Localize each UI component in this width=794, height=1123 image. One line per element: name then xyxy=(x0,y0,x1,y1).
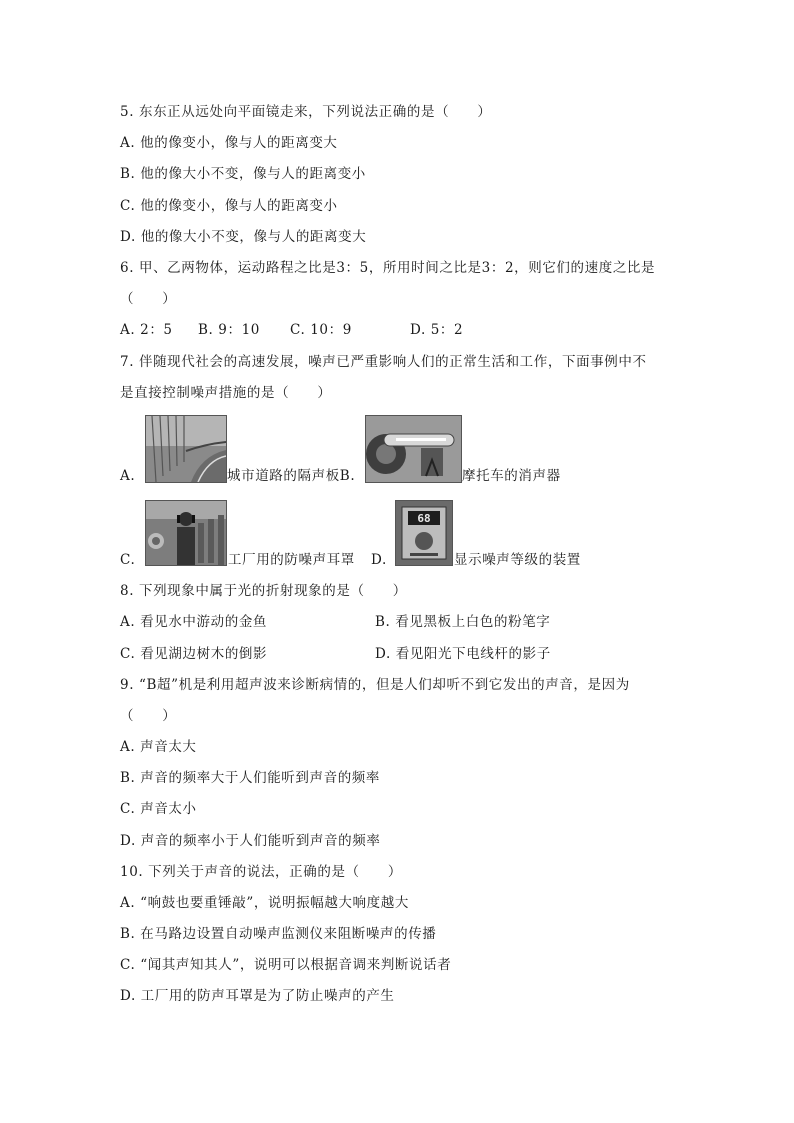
road-sound-barrier-photo xyxy=(145,415,227,483)
q10-option-c: C. “闻其声知其人”，说明可以根据音调来判断说话者 xyxy=(120,957,452,973)
q7-option-c-letter: C. xyxy=(120,552,136,568)
q8-option-a: A. 看见水中游动的金鱼 xyxy=(120,614,268,630)
q9-stem: 9. “B超”机是利用超声波来诊断病情的，但是人们却听不到它发出的声音，是因为 xyxy=(120,677,630,693)
q5-option-b: B. 他的像大小不变，像与人的距离变小 xyxy=(120,166,366,182)
q10-option-b: B. 在马路边设置自动噪声监测仪来阻断噪声的传播 xyxy=(120,926,437,942)
noise-display-value: 68 xyxy=(417,512,431,525)
q8-option-d: D. 看见阳光下电线杆的影子 xyxy=(375,646,551,662)
q10-option-a: A. “响鼓也要重锤敲”，说明振幅越大响度越大 xyxy=(120,895,409,911)
q6-options xyxy=(120,321,463,339)
q7-option-d-caption: 显示噪声等级的装置 xyxy=(454,552,581,568)
q9-option-d: D. 声音的频率小于人们能听到声音的频率 xyxy=(120,833,381,849)
q6-option-d: D. 5：2 xyxy=(410,322,464,338)
q10-option-d: D. 工厂用的防声耳罩是为了防止噪声的产生 xyxy=(120,988,395,1004)
noise-level-display-photo xyxy=(395,500,453,566)
q5-option-a: A. 他的像变小，像与人的距离变大 xyxy=(120,135,338,151)
q8-option-c: C. 看见湖边树木的倒影 xyxy=(120,646,268,662)
q5-option-c: C. 他的像变小，像与人的距离变小 xyxy=(120,198,338,214)
q7-stem-cont: 是直接控制噪声措施的是（ ） xyxy=(120,385,332,401)
factory-worker-earmuffs-image xyxy=(146,501,226,565)
q5-stem: 5. 东东正从远处向平面镜走来，下列说法正确的是（ ） xyxy=(120,104,492,120)
q6-stem: 6. 甲、乙两物体，运动路程之比是3：5，所用时间之比是3：2，则它们的速度之比是 xyxy=(120,260,656,276)
q9-stem-cont: （ ） xyxy=(120,708,177,724)
q7-stem: 7. 伴随现代社会的高速发展，噪声已严重影响人们的正常生活和工作，下面事例中不 xyxy=(120,354,647,370)
q6-option-b: B. 9：10 xyxy=(198,322,260,338)
factory-worker-earmuffs-photo xyxy=(145,500,227,566)
q7-option-b-caption: 摩托车的消声器 xyxy=(462,468,561,484)
q6-option-c: C. 10：9 xyxy=(290,322,352,338)
q7-option-a-caption: 城市道路的隔声板B. xyxy=(227,468,356,484)
q9-option-c: C. 声音太小 xyxy=(120,801,197,817)
q6-option-a: A. 2：5 xyxy=(120,322,173,338)
q7-option-a-letter: A. xyxy=(120,468,136,484)
q9-option-b: B. 声音的频率大于人们能听到声音的频率 xyxy=(120,770,381,786)
q9-option-a: A. 声音太大 xyxy=(120,739,197,755)
q7-option-d-letter: D. xyxy=(371,552,387,568)
motorcycle-muffler-photo xyxy=(365,415,462,483)
road-sound-barrier-image xyxy=(146,416,226,482)
noise-level-display-image xyxy=(396,501,452,565)
q8-option-b: B. 看见黑板上白色的粉笔字 xyxy=(375,614,551,630)
q10-stem: 10. 下列关于声音的说法，正确的是（ ） xyxy=(120,864,402,880)
q6-stem-cont: （ ） xyxy=(120,291,177,307)
q5-option-d: D. 他的像大小不变，像与人的距离变大 xyxy=(120,229,367,245)
motorcycle-muffler-image xyxy=(366,416,461,482)
q7-option-c-caption: 工厂用的防噪声耳罩 xyxy=(228,552,355,568)
q8-stem: 8. 下列现象中属于光的折射现象的是（ ） xyxy=(120,583,407,599)
